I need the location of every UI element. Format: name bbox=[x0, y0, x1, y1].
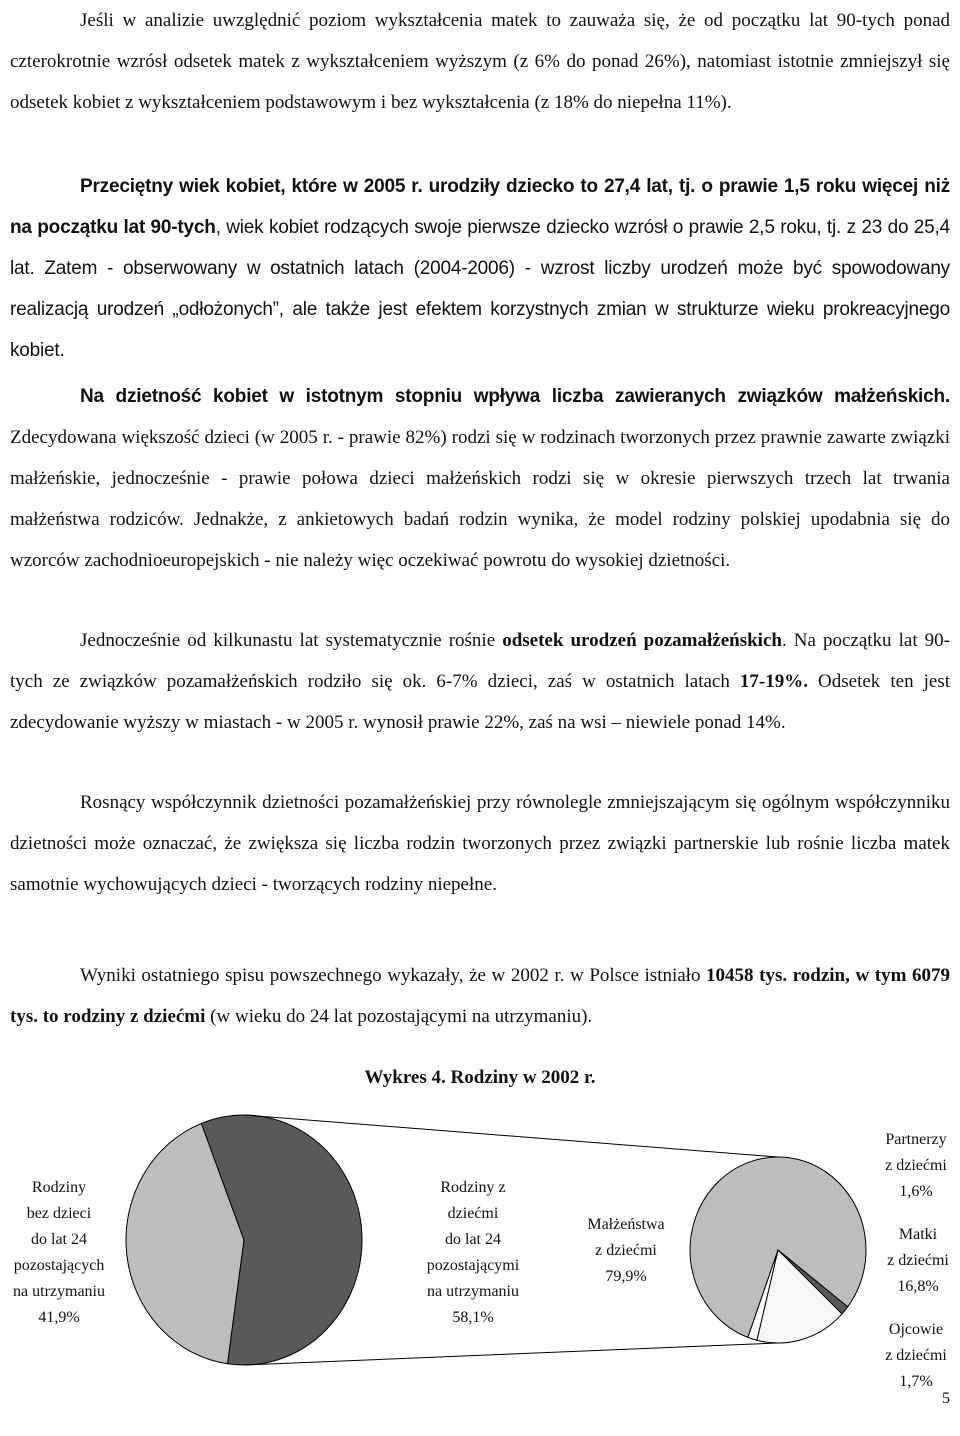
label-z-dziecmi-value: 58,1% bbox=[452, 1309, 494, 1326]
extramarital-text-b: . Na początku lat 90-tych ze związków pozamałżeńskich rodziło się ok. 6-7% dzieci, zaś w ostatnich latach bbox=[10, 630, 950, 692]
label-ojcowie-value: 1,7% bbox=[899, 1373, 933, 1390]
label-matki-line: Matki bbox=[898, 1226, 938, 1243]
marriages-text: Zdecydowana większość dzieci (w 2005 r. - prawie 82%) rodzi się w rodzinach tworzonych przez prawnie zawarte związki małżeńskie, jednocześnie - prawie połowa dzieci małżeńskich rodzi się w okresie pierwszych trzech lat trwania małżeństwa rodziców. Jednakże, z ankietowych badań rodzin wynika, że model rodziny polskiej upodabnia się do wzorców zachodnioeuropejskich - nie należy więc oczekiwać powrotu do wysokiej dzietności. bbox=[10, 427, 950, 571]
label-z-dziecmi-line: Rodziny z bbox=[440, 1179, 506, 1196]
label-z-dziecmi-line: dziećmi bbox=[447, 1205, 499, 1222]
label-ojcowie bbox=[872, 1317, 960, 1395]
label-bez-dzieci-line: do lat 24 bbox=[31, 1231, 87, 1248]
mother-age-text: , wiek kobiet rodzących swoje pierwsze dziecko wzrósł o prawie 2,5 roku, tj. z 23 do 25,4 lat. Zatem - obserwowany w ostatnich latach (2004-2006) - wzrost liczby urodzeń może być spowodowany realizacją urodzeń „odłożonych”, ale także jest efektem korzystnych zmian w strukturze wieku prokreacyjnego kobiet. bbox=[10, 217, 950, 361]
label-bez-dzieci-line: Rodziny bbox=[31, 1179, 87, 1196]
label-partnerzy-value: 1,6% bbox=[899, 1183, 933, 1200]
label-ojcowie-line: z dziećmi bbox=[885, 1347, 947, 1364]
mother-age-bold: Przeciętny wiek kobiet, które w 2005 r. urodziły dziecko to 27,4 lat, tj. o prawie 1,5 roku więcej niż na początku lat 90-tych bbox=[10, 176, 950, 238]
label-malzenstwa-value: 79,9% bbox=[605, 1268, 647, 1285]
census-bold: 10458 tys. rodzin, w tym 6079 tys. to rodziny z dziećmi bbox=[10, 965, 950, 1027]
main-pie bbox=[126, 1115, 362, 1365]
label-matki bbox=[876, 1222, 960, 1300]
label-z-dziecmi-line: do lat 24 bbox=[445, 1231, 501, 1248]
label-bez-dzieci-line: na utrzymaniu bbox=[13, 1283, 105, 1300]
label-ojcowie-line: Ojcowie bbox=[888, 1321, 944, 1338]
extramarital-text-a: Jednocześnie od kilkunastu lat systematycznie rośnie bbox=[80, 630, 503, 651]
label-bez-dzieci bbox=[0, 1175, 118, 1331]
paragraph-extramarital bbox=[10, 620, 950, 743]
chart-title: Wykres 4. Rodziny w 2002 r. bbox=[364, 1067, 596, 1088]
label-z-dziecmi bbox=[412, 1175, 534, 1331]
label-z-dziecmi-line: pozostającymi bbox=[426, 1257, 520, 1274]
connector-line-bottom bbox=[244, 1343, 778, 1365]
label-bez-dzieci-value: 41,9% bbox=[38, 1309, 80, 1326]
label-partnerzy-line: Partnerzy bbox=[885, 1131, 947, 1148]
paragraph-marriages bbox=[10, 376, 950, 581]
paragraph-education bbox=[10, 0, 950, 123]
marriages-bold: Na dzietność kobiet w istotnym stopniu wpływa liczba zawieranych związków małżeńskich. bbox=[80, 386, 950, 407]
page-number: 5 bbox=[942, 1390, 950, 1407]
label-bez-dzieci-line: pozostających bbox=[13, 1257, 105, 1274]
paragraph-fertility bbox=[10, 782, 950, 905]
label-matki-line: z dziećmi bbox=[887, 1252, 949, 1269]
paragraph-census bbox=[10, 955, 950, 1037]
paragraph-mother-age bbox=[10, 166, 950, 371]
fertility-text: Rosnący współczynnik dzietności pozamałżeńskiej przy równolegle zmniejszającym się ogólnym współczynniku dzietności może oznaczać, że zwiększa się liczba rodzin tworzonych przez związki partnerskie lub rośnie liczba matek samotnie wychowujących dzieci - tworzących rodziny niepełne. bbox=[10, 792, 950, 895]
label-malzenstwa-line: z dziećmi bbox=[595, 1242, 657, 1259]
label-bez-dzieci-line: bez dzieci bbox=[26, 1205, 92, 1222]
label-partnerzy-line: z dziećmi bbox=[885, 1157, 947, 1174]
label-partnerzy bbox=[872, 1127, 960, 1205]
label-malzenstwa bbox=[570, 1212, 682, 1290]
census-text-a: Wyniki ostatniego spisu powszechnego wykazały, że w 2002 r. w Polsce istniało bbox=[80, 965, 707, 986]
extramarital-bold-1: odsetek urodzeń pozamałżeńskich bbox=[502, 630, 782, 651]
label-matki-value: 16,8% bbox=[897, 1278, 939, 1295]
extramarital-text-c: Odsetek ten jest zdecydowanie wyższy w miastach - w 2005 r. wynosił prawie 22%, zaś na wsi – niewiele ponad 14%. bbox=[10, 671, 950, 733]
census-text-b: (w wieku do 24 lat pozostającymi na utrzymaniu). bbox=[205, 1006, 593, 1027]
extramarital-bold-2: 17-19%. bbox=[739, 671, 808, 692]
paragraph-education-text: Jeśli w analizie uwzględnić poziom wykształcenia matek to zauważa się, że od początku lat 90-tych ponad czterokrotnie wzrósł odsetek matek z wykształceniem wyższym (z 6% do ponad 26%), natomiast istotnie zmniejszył się odsetek kobiet z wykształceniem podstawowym i bez wykształcenia (z 18% do niepełna 11%). bbox=[10, 10, 950, 113]
breakdown-pie bbox=[690, 1157, 866, 1343]
label-malzenstwa-line: Małżeństwa bbox=[587, 1216, 665, 1233]
label-z-dziecmi-line: na utrzymaniu bbox=[427, 1283, 519, 1300]
